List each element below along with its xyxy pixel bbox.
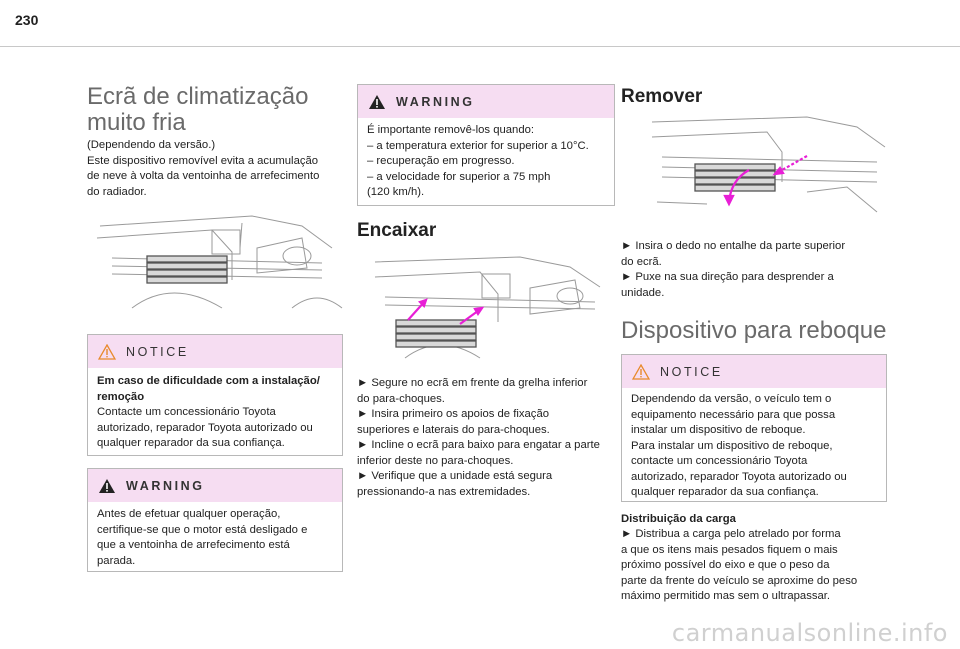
warning-triangle-icon [98,478,116,494]
load-heading: Distribuição da carga [621,513,736,525]
remove-steps: ► Insira o dedo no entalhe da parte superior do ecrã. ► Puxe na sua direção para desprender a unidade. [621,240,846,299]
bumper-illustration-1 [92,208,344,316]
notice-header [88,335,342,368]
warning-box-1 [87,468,343,572]
notice-box-2 [621,354,887,502]
warning-triangle-icon [368,94,386,110]
notice-text-2: Dependendo da versão, o veículo tem o equipamento necessário para que possa instalar um dispositivo de reboque. Para instalar um dispositivo de reboque, contacte um concessionário Toyota autorizado, reparador Toyota autorizado ou qualquer reparador da sua confiança. [631,393,847,498]
notice-label: NOTICE [126,344,189,359]
bumper-illustration-remove [647,112,887,224]
notice-heading: Em caso de dificuldade com a instalação/ remoção [97,375,320,403]
warning-header-2 [358,85,614,118]
intro-text: (Dependendo da versão.) Este dispositivo removível evita a acumulação de neve à volta da ventoinha de arrefecimento do radiador. [87,139,320,198]
warning-text-2: É importante removê-los quando: – a temperatura exterior for superior a 10°C. – recuperação em progresso. – a velocidade for superior a 75 mph (120 km/h). [367,124,589,198]
heading-encaixar: Encaixar [357,220,437,241]
title-towing: Dispositivo para reboque [621,317,887,344]
heading-remover: Remover [621,86,703,107]
warning-text: Antes de efetuar qualquer operação, certifique-se que o motor está desligado e que a ventoinha de arrefecimento está parada. [97,508,308,567]
warning-header [88,469,342,502]
notice-triangle-icon [632,364,650,380]
header-divider [0,46,960,47]
watermark: carmanualsonline.info [671,619,948,647]
notice-label-2: NOTICE [660,364,723,379]
fit-steps: ► Segure no ecrã em frente da grelha inferior do para-choques. ► Insira primeiro os apoios de fixação superiores e laterais do para-choques. ► Incline o ecrã para baixo para engatar a parte inferior deste no para-choques. ► Verifique que a unidade está segura pressionando-a nas extremidades. [357,377,600,498]
notice-triangle-icon [98,344,116,360]
warning-box-2 [357,84,615,206]
warning-label-2: WARNING [396,94,475,109]
notice-text: Contacte um concessionário Toyota autorizado, reparador Toyota autorizado ou qualquer reparador da sua confiança. [97,406,313,449]
bumper-illustration-fit [370,252,608,360]
notice-header-2 [622,355,886,388]
title-line-2: muito fria [87,109,186,136]
section-title-screen [87,84,343,136]
warning-label: WARNING [126,478,205,493]
notice-box-1 [87,334,343,456]
load-text: ► Distribua a carga pelo atrelado por forma a que os itens mais pesados fiquem o mais próximo possível do eixo e que o peso da parte da frente do veículo se aproxime do peso máximo permitido mas sem o ultrapassar. [621,528,858,602]
page-number: 230 [15,12,39,28]
title-line-1: Ecrã de climatização [87,83,309,110]
